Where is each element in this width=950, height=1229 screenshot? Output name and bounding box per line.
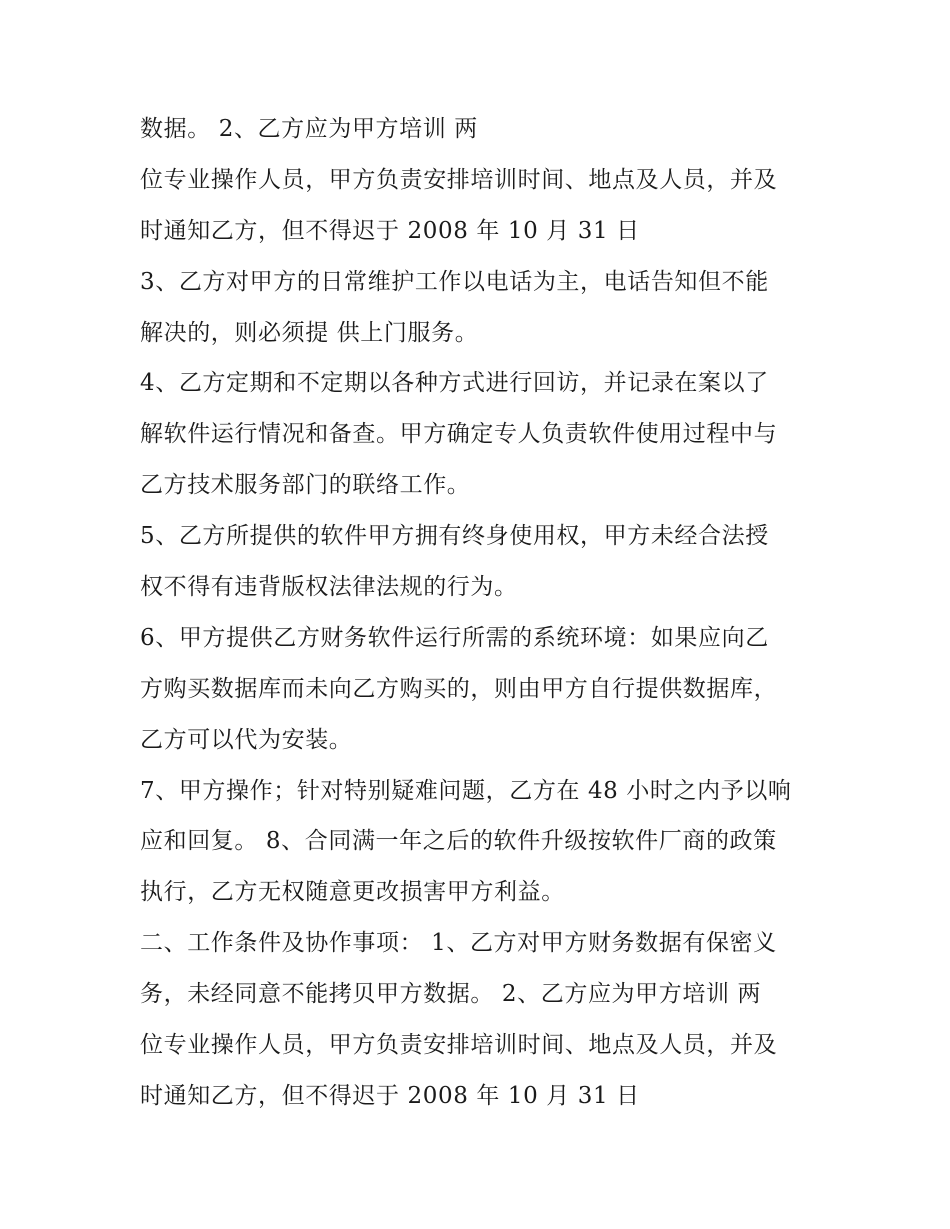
text-line: 时通知乙方，但不得迟于 2008 年 10 月 31 日 [140,217,640,244]
text-line: 执行，乙方无权随意更改损害甲方利益。 [140,879,565,906]
text-line: 乙方技术服务部门的联络工作。 [140,472,471,499]
text-line: 解软件运行情况和备查。甲方确定专人负责软件使用过程中与 [140,421,778,448]
text-line: 权不得有违背版权法律法规的行为。 [140,574,518,601]
text-line: 二、工作条件及协作事项： 1、乙方对甲方财务数据有保密义 [140,930,777,957]
text-line: 3、乙方对甲方的日常维护工作以电话为主，电话告知但不能 [140,268,769,295]
text-line: 乙方可以代为安装。 [140,726,353,753]
text-line: 务，未经同意不能拷贝甲方数据。 2、乙方应为甲方培训 两 [140,981,762,1008]
text-line: 6、甲方提供乙方财务软件运行所需的系统环境：如果应向乙 [140,624,769,651]
text-line: 时通知乙方，但不得迟于 2008 年 10 月 31 日 [140,1082,640,1109]
text-line: 位专业操作人员，甲方负责安排培训时间、地点及人员，并及 [140,1032,778,1059]
text-line: 7、甲方操作；针对特别疑难问题，乙方在 48 小时之内予以响 [140,777,792,804]
text-line: 方购买数据库而未向乙方购买的，则由甲方自行提供数据库， [140,675,778,702]
document-body [140,111,840,1129]
text-line: 数据。 2、乙方应为甲方培训 两 [140,116,478,142]
text-line: 解决的，则必须提 供上门服务。 [140,319,479,346]
text-line: 应和回复。 8、合同满一年之后的软件升级按软件厂商的政策 [140,828,777,855]
text-line: 位专业操作人员，甲方负责安排培训时间、地点及人员，并及 [140,166,778,193]
text-line: 5、乙方所提供的软件甲方拥有终身使用权，甲方未经合法授 [140,523,769,550]
text-line: 4、乙方定期和不定期以各种方式进行回访，并记录在案以了 [140,370,769,397]
